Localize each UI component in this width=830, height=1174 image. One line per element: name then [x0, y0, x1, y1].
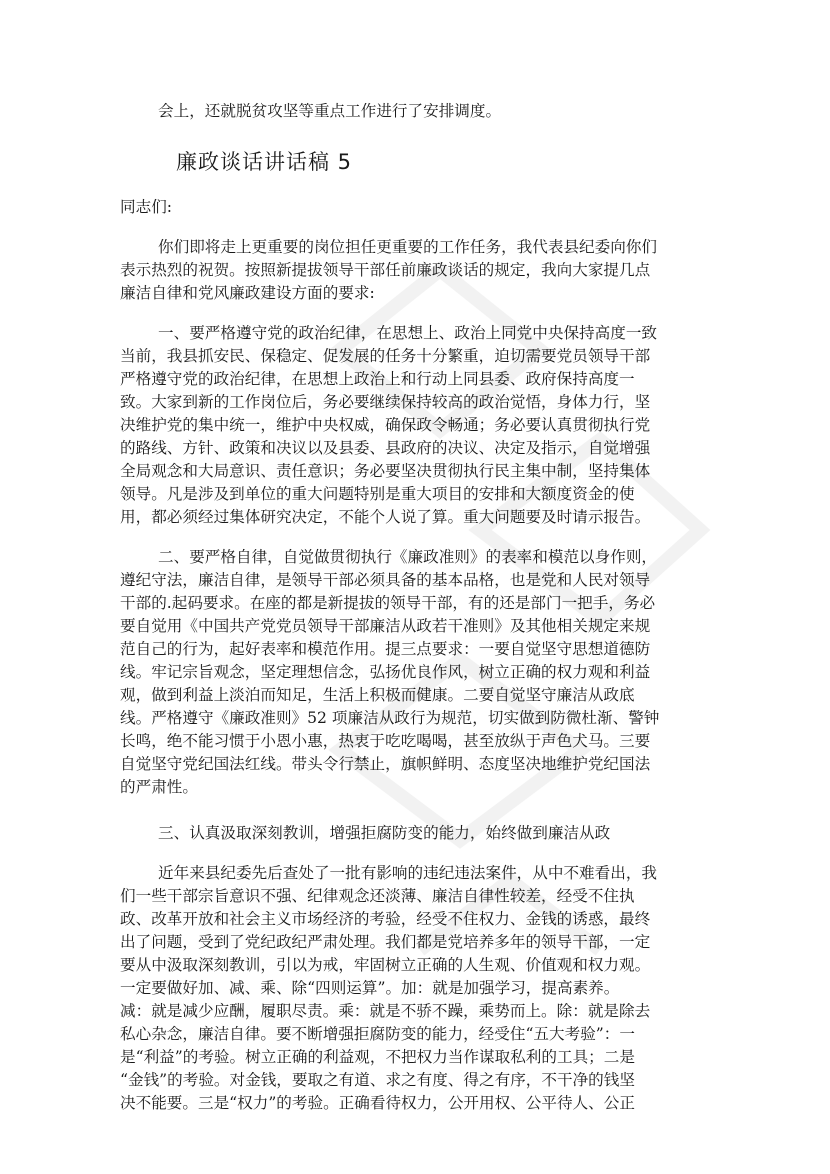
- paragraph-line: 的路线、方针、政策和决议以及县委、县政府的决议、决定及指示，自觉增强: [120, 439, 651, 457]
- paragraph-line: 私心杂念，廉洁自律。要不断增强拒腐防变的能力，经受住“五大考验”：一: [120, 1025, 635, 1043]
- paragraph-line: 用，都必须经过集体研究决定，不能个人说了算。重大问题要及时请示报告。: [120, 508, 651, 526]
- paragraph-line: 长鸣，绝不能习惯于小恩小惠，热衷于吃吃喝喝，甚至放纵于声色犬马。三要: [120, 732, 651, 750]
- paragraph-line: 要自觉用《中国共产党党员领导干部廉洁从政若干准则》及其他相关规定来规: [120, 617, 651, 635]
- paragraph-line: 致。大家到新的工作岗位后，务必要继续保持较高的政治觉悟，身体力行，坚: [120, 393, 651, 411]
- paragraph-line: 要从中汲取深刻教训，引以为戒，牢固树立正确的人生观、价值观和权力观。: [120, 956, 651, 974]
- paragraph-line: 们一些干部宗旨意识不强、纪律观念还淡薄、廉洁自律性较差，经受不住执: [120, 887, 635, 905]
- paragraph-line: 减：就是减少应酬，履职尽责。乘：就是不骄不躁，乘势而上。除：就是除去: [120, 1002, 651, 1020]
- paragraph-line: 决维护党的集中统一，维护中央权威，确保政令畅通；务必要认真贯彻执行党: [120, 416, 651, 434]
- paragraph-line: 表示热烈的祝贺。按照新提拔领导干部任前廉政谈话的规定，我向大家提几点: [120, 261, 651, 279]
- top-line: 会上，还就脱贫攻坚等重点工作进行了安排调度。: [158, 102, 502, 120]
- paragraph-line: 观，做到利益上淡泊而知足，生活上积极而健康。二要自觉坚守廉洁从政底: [120, 686, 635, 704]
- paragraph-line: 一定要做好加、减、乘、除“四则运算”。加：就是加强学习，提高素养。: [120, 979, 620, 997]
- paragraph-line: 是“利益”的考验。树立正确的利益观，不把权力当作谋取私利的工具；二是: [120, 1048, 635, 1066]
- paragraph-line: 出了问题，受到了党纪政纪严肃处理。我们都是党培养多年的领导干部，一定: [120, 933, 651, 951]
- paragraph-line: 一、要严格遵守党的政治纪律，在思想上、政治上同党中央保持高度一致: [158, 324, 658, 342]
- paragraph-line: 政、改革开放和社会主义市场经济的考验，经受不住权力、金钱的诱惑，最终: [120, 910, 651, 928]
- paragraph-line: “金钱”的考验。对金钱，要取之有道、求之有度、得之有序，不干净的钱坚: [120, 1071, 635, 1089]
- salutation: 同志们:: [120, 198, 173, 216]
- paragraph-line: 线。牢记宗旨观念，坚定理想信念，弘扬优良作风，树立正确的权力观和利益: [120, 663, 651, 681]
- section-heading: 三、认真汲取深刻教训，增强拒腐防变的能力，始终做到廉洁从政: [158, 824, 611, 842]
- paragraph-line: 遵纪守法，廉洁自律，是领导干部必须具备的基本品格，也是党和人民对领导: [120, 571, 651, 589]
- paragraph-line: 你们即将走上更重要的岗位担任更重要的工作任务，我代表县纪委向你们: [158, 238, 658, 256]
- paragraph-line: 严格遵守党的政治纪律，在思想上政治上和行动上同县委、政府保持高度一: [120, 370, 635, 388]
- paragraph-line: 全局观念和大局意识、责任意识；务必要坚决贯彻执行民主集中制，坚持集体: [120, 462, 651, 480]
- paragraph-line: 领导。凡是涉及到单位的重大问题特别是重大项目的安排和大额度资金的使: [120, 485, 635, 503]
- paragraph-line: 近年来县纪委先后查处了一批有影响的违纪违法案件，从中不难看出，我: [158, 864, 658, 882]
- paragraph-line: 干部的.起码要求。在座的都是新提拔的领导干部，有的还是部门一把手，务必: [120, 594, 656, 612]
- paragraph-line: 当前，我县抓安民、保稳定、促发展的任务十分繁重，迫切需要党员领导干部: [120, 347, 651, 365]
- document-title: 廉政谈话讲话稿 5: [176, 150, 353, 174]
- paragraph-line: 自觉坚守党纪国法红线。带头令行禁止，旗帜鲜明、态度坚决地维护党纪国法: [120, 755, 651, 773]
- paragraph-line: 范自己的行为，起好表率和模范作用。提三点要求：一要自觉坚守思想道德防: [120, 640, 651, 658]
- paragraph-line: 廉洁自律和党风廉政建设方面的要求:: [120, 284, 375, 302]
- paragraph-line: 决不能要。三是“权力”的考验。正确看待权力，公开用权、公平待人、公正: [120, 1094, 635, 1112]
- paragraph-line: 的严肃性。: [120, 778, 198, 796]
- paragraph-line: 线。严格遵守《廉政准则》52 项廉洁从政行为规范，切实做到防微杜渐、警钟: [120, 709, 660, 727]
- paragraph-line: 二、要严格自律，自觉做贯彻执行《廉政准则》的表率和模范以身作则，: [158, 548, 658, 566]
